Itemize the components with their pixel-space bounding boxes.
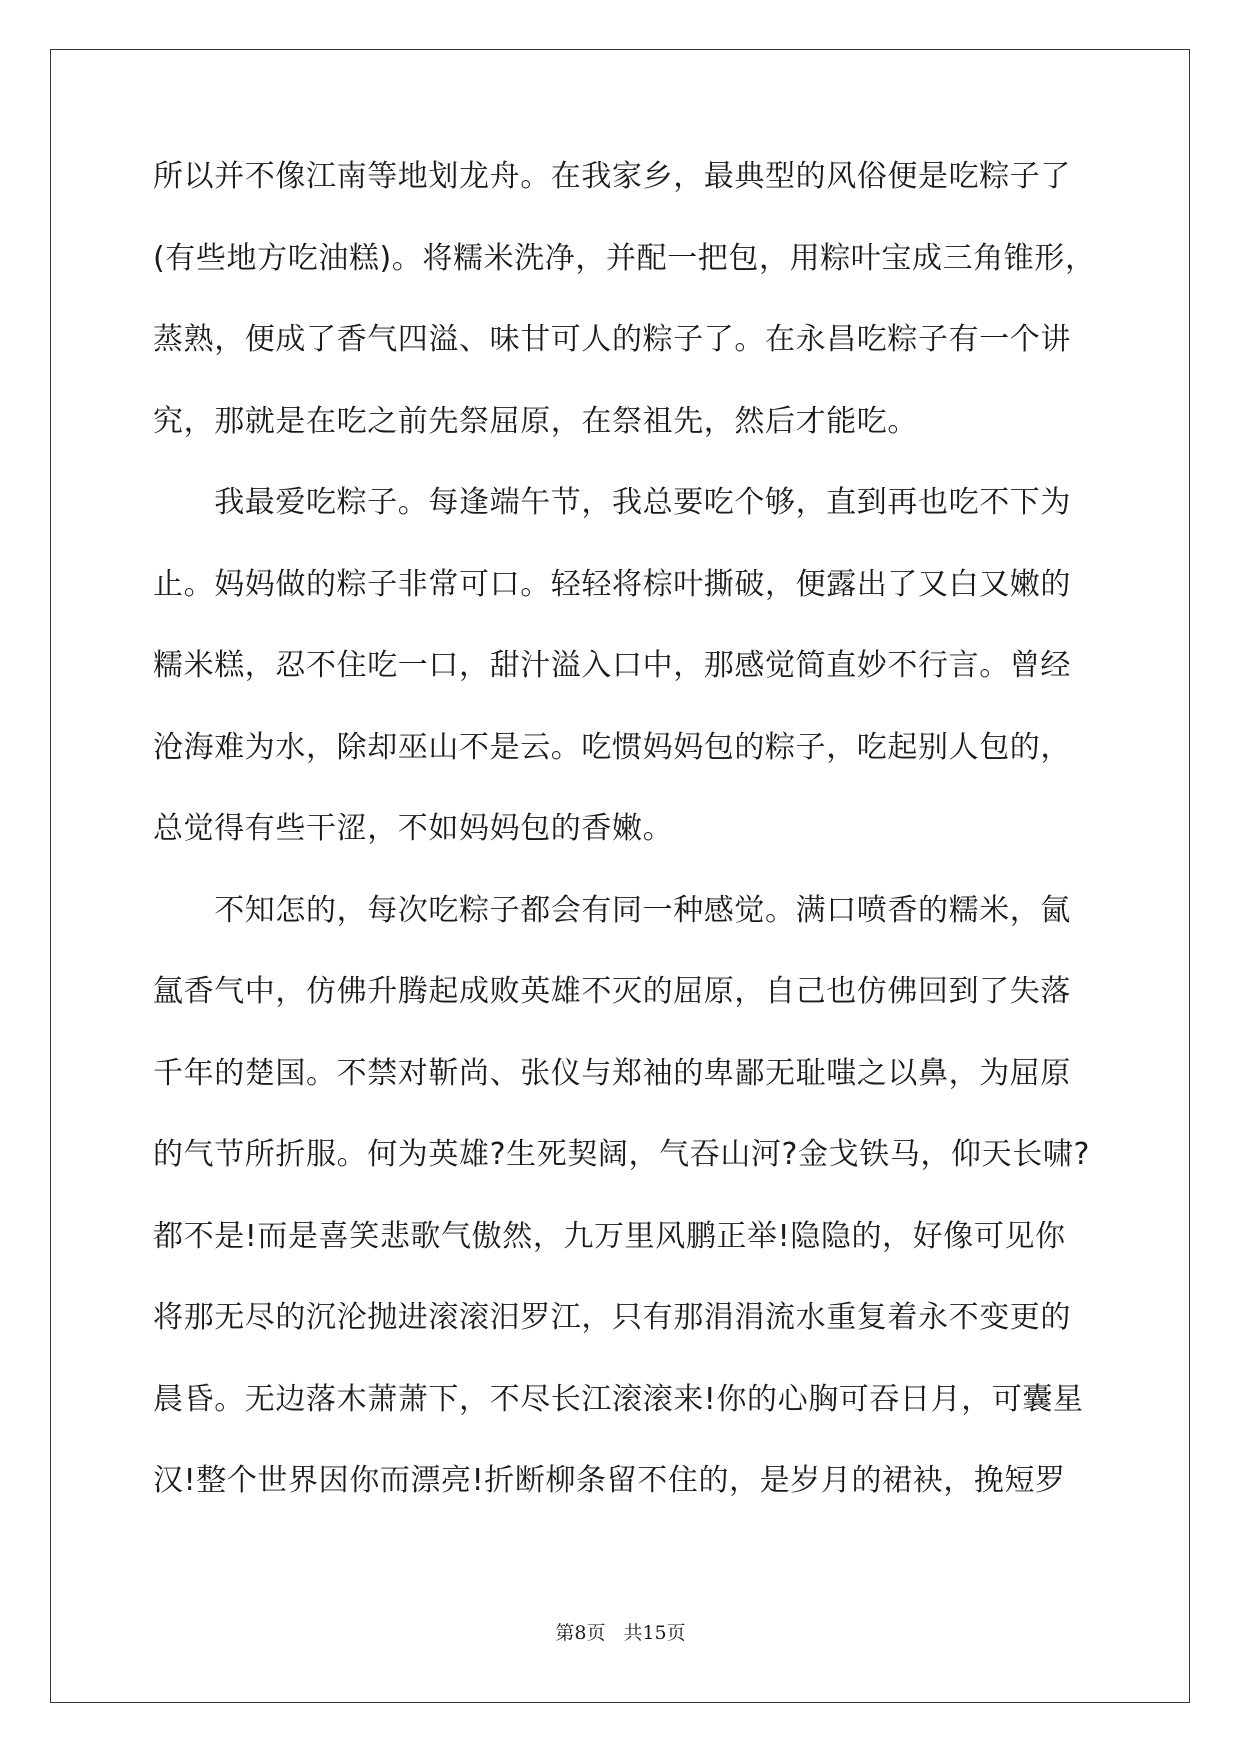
text-line: 都不是!而是喜笑悲歌气傲然，九万里风鹏正举!隐隐的，好像可见你 xyxy=(153,1218,1066,1254)
text-line: 将那无尽的沉沦抛进滚滚汨罗江，只有那涓涓流水重复着永不变更的 xyxy=(153,1300,1071,1335)
text-line: 糯米糕，忍不住吃一口，甜汁溢入口中，那感觉简直妙不行言。曾经 xyxy=(153,648,1071,683)
text-line: 汉!整个世界因你而漂亮!折断柳条留不住的，是岁月的裙袂，挽短罗 xyxy=(153,1463,1066,1498)
text-line: 晨昏。无边落木萧萧下，不尽长江滚滚来!你的心胸可吞日月，可囊星 xyxy=(153,1381,1084,1417)
text-line: 止。妈妈做的粽子非常可口。轻轻将棕叶撕破，便露出了又白又嫩的 xyxy=(153,566,1071,602)
text-line: 总觉得有些干涩，不如妈妈包的香嫩。 xyxy=(153,811,674,846)
text-line: 蒸熟，便成了香气四溢、味甘可人的粽子了。在永昌吃粽子有一个讲 xyxy=(153,322,1071,357)
text-line: 沧海难为水，除却巫山不是云。吃惯妈妈包的粽子，吃起别人包的， xyxy=(153,729,1071,765)
text-line: 氲香气中，仿佛升腾起成败英雄不灭的屈原，自己也仿佛回到了失落 xyxy=(153,974,1071,1009)
page-footer xyxy=(0,1618,1241,1645)
text-line: 不知怎的，每次吃粽子都会有同一种感觉。满口喷香的糯米，氤 xyxy=(153,892,1071,928)
page-number: 第8页 xyxy=(555,1622,606,1644)
text-line: 千年的楚国。不禁对靳尚、张仪与郑袖的卑鄙无耻嗤之以鼻，为屈原 xyxy=(153,1055,1071,1091)
text-line: 我最爱吃粽子。每逢端午节，我总要吃个够，直到再也吃不下为 xyxy=(153,485,1071,520)
page-total: 共15页 xyxy=(623,1622,686,1644)
text-line: 所以并不像江南等地划龙舟。在我家乡，最典型的风俗便是吃粽子了 xyxy=(153,159,1071,194)
text-line: 究，那就是在吃之前先祭屈原，在祭祖先，然后才能吃。 xyxy=(153,403,918,439)
text-line: 的气节所折服。何为英雄?生死契阔，气吞山河?金戈铁马，仰天长啸? xyxy=(153,1137,1090,1172)
document-body xyxy=(153,159,1096,1546)
text-line: (有些地方吃油糕)。将糯米洗净，并配一把包，用粽叶宝成三角锥形， xyxy=(153,240,1096,276)
